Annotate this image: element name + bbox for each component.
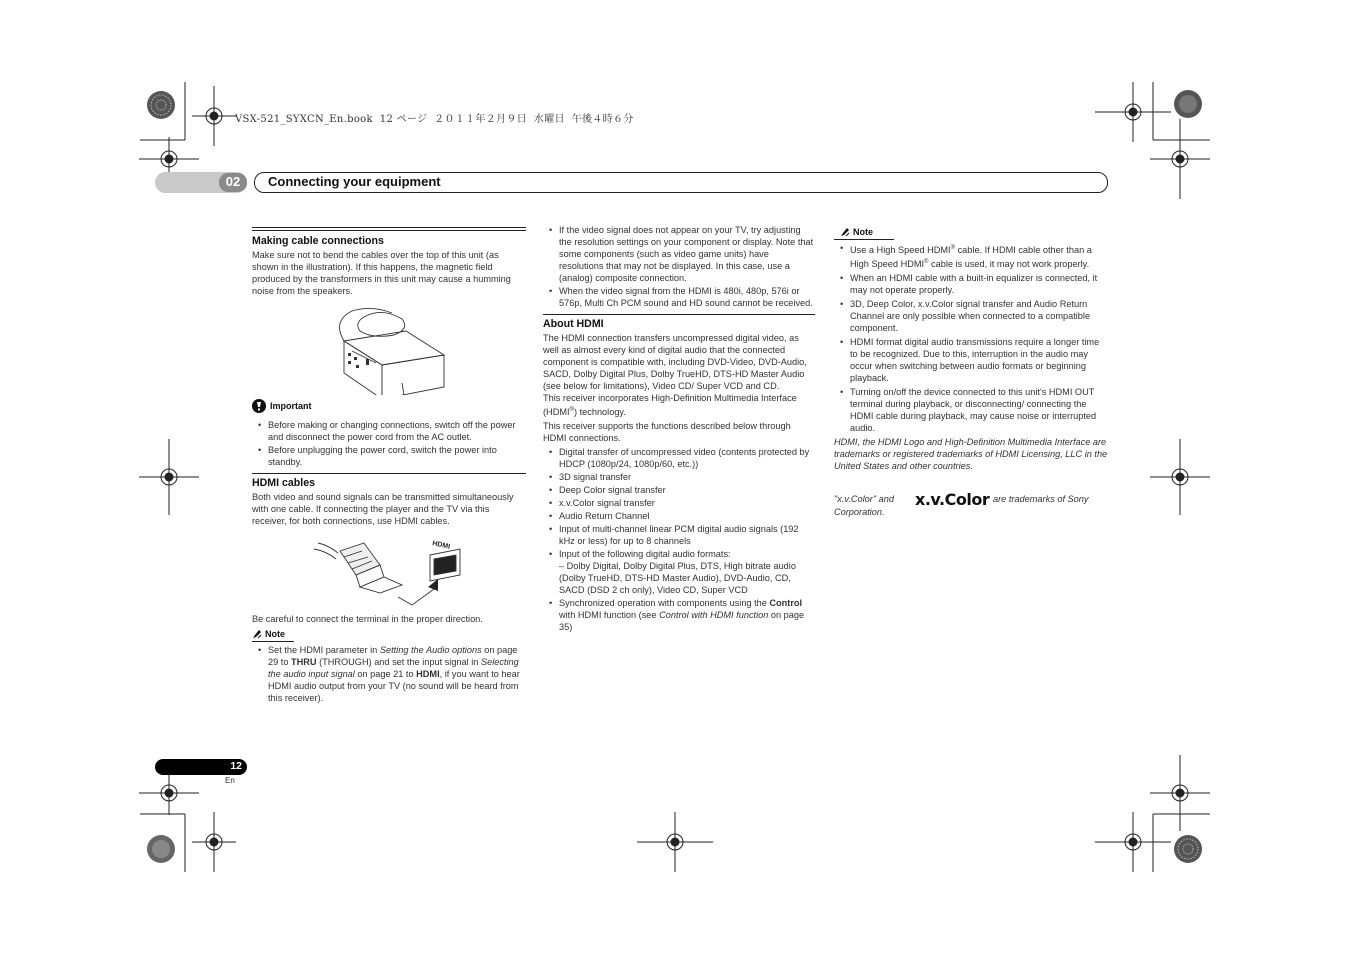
note-pencil-icon (252, 629, 262, 639)
section-rule (252, 227, 526, 231)
hdmi-cables-text: Both video and sound signals can be transmitted simultaneously with one cable. If connecting the player and the TV via this receiver, for both connections, use HDMI cables. (252, 492, 514, 526)
chapter-title: Connecting your equipment (268, 174, 441, 189)
video-notes-list (543, 224, 815, 309)
about-hdmi-heading: About HDMI (543, 318, 604, 330)
hdmi-illustration-label: HDMI (431, 540, 451, 551)
note-list (834, 242, 1108, 434)
list-item: • HDMI format digital audio transmissions require a longer time to be recognized. Due to this, interruption in the audio may occur when switching between audio formats or beginning playback. (834, 336, 1108, 384)
important-icon (252, 399, 266, 413)
hdmi-plug-illustration (252, 531, 526, 611)
list-item: • 3D signal transfer (543, 471, 815, 483)
receiver-illustration (252, 303, 526, 395)
list-item: • Audio Return Channel (543, 510, 815, 522)
list-item: • When an HDMI cable with a built-in equalizer is connected, it may not operate properly. (834, 272, 1108, 296)
section-rule (543, 314, 815, 315)
section-rule (252, 473, 526, 474)
list-item: • Use a High Speed HDMI® cable. If HDMI cable other than a High Speed HDMI® cable is used, it may not work properly. (834, 242, 1108, 270)
xvcolor-trademark-right: are trademarks of Sony (993, 494, 1089, 504)
hdmi-trademark-text: HDMI, the HDMI Logo and High-Definition Multimedia Interface are trademarks or registered trademarks of HDMI Licensing, LLC in the United States and other countries. (834, 437, 1108, 472)
list-item: • Input of multi-channel linear PCM digital audio signals (192 kHz or less) for up to 8 channels (543, 523, 815, 547)
page-language: En (225, 776, 235, 785)
note-list (252, 644, 526, 704)
list-item: • Input of the following digital audio formats: – Dolby Digital, Dolby Digital Plus, DTS, High bitrate audio (Dolby TrueHD, DTS-HD Master Audio), DVD-Audio, CD, SACD (DSD 2 ch only), Video CD, Super VCD (543, 548, 815, 596)
note-underline (252, 641, 294, 642)
note-underline (834, 239, 894, 240)
about-hdmi-text-2: This receiver incorporates High-Definition Multimedia Interface (HDMI®) technology. (543, 393, 797, 418)
page-number: 12 (230, 760, 242, 772)
list-item: • Before unplugging the power cord, switch the power into standby. (252, 444, 526, 468)
list-item: • Deep Color signal transfer (543, 484, 815, 496)
important-list (252, 419, 526, 468)
about-hdmi-text: The HDMI connection transfers uncompressed digital video, as well as almost every kind of digital audio that the connected component is compatible with, including DVD-Video, DVD-Audio, SACD, Dolby Digital Plus, Dolby TrueHD, DTS-HD Master Audio (see below for limitations), Video CD/ Super VCD and CD. (543, 333, 807, 391)
print-header: VSX-521_SYXCN_En.book 12 ページ ２０１１年２月９日 水曜日 午後４時６分 (235, 114, 634, 125)
making-connections-text: Make sure not to bend the cables over the top of this unit (as shown in the illustration). If this happens, the magnetic field produced by the transformers in this unit may cause a humming noise from the speakers. (252, 250, 511, 296)
chapter-number: 02 (225, 174, 241, 189)
careful-text: Be careful to connect the terminal in the proper direction. (252, 614, 483, 624)
hdmi-features-list (543, 446, 815, 633)
list-item: • Before making or changing connections, switch off the power and disconnect the power cord from the AC outlet. (252, 419, 526, 443)
column-3 (834, 226, 1108, 472)
list-item: • 3D, Deep Color, x.v.Color signal transfer and Audio Return Channel are only possible when connected to a compatible component. (834, 298, 1108, 334)
hdmi-cables-heading: HDMI cables (252, 477, 315, 489)
list-item: • x.v.Color signal transfer (543, 497, 815, 509)
list-item: • Turning on/off the device connected to this unit's HDMI OUT terminal during playback, or disconnecting/ connecting the HDMI cable during playback, may cause noise or interrupted audio. (834, 386, 1108, 434)
column-2 (543, 224, 815, 633)
xvcolor-logo: x.v.Color (915, 490, 990, 509)
column-1 (252, 227, 526, 704)
list-item: • Set the HDMI parameter in Setting the Audio options on page 29 to THRU (THROUGH) and set the input signal in Selecting the audio input signal on page 21 to HDMI, if you want to hear HDMI audio output from your TV (no sound will be heard from this receiver). (252, 644, 526, 704)
about-hdmi-text-3: This receiver supports the functions described below through HDMI connections. (543, 421, 791, 444)
note-label: Note (853, 227, 873, 237)
list-item: • When the video signal from the HDMI is 480i, 480p, 576i or 576p, Multi Ch PCM sound and HD sound cannot be received. (543, 285, 815, 309)
xvcolor-trademark-left: "x.v.Color" and (834, 494, 894, 504)
important-label: Important (270, 401, 312, 411)
making-connections-heading: Making cable connections (252, 235, 384, 247)
list-item: • If the video signal does not appear on your TV, try adjusting the resolution settings on your component or display. Note that some components (such as video game units) have resolutions that may not be displayed. In this case, use a (analog) composite connection. (543, 224, 815, 284)
note-pencil-icon (840, 227, 850, 237)
list-item: • Digital transfer of uncompressed video (contents protected by HDCP (1080p/24, 1080p/60, etc.)) (543, 446, 815, 470)
note-label: Note (265, 629, 285, 639)
xvcolor-trademark-corp: Corporation. (834, 507, 885, 517)
list-item: • Synchronized operation with components using the Control with HDMI function (see Control with HDMI function on page 35) (543, 597, 815, 633)
